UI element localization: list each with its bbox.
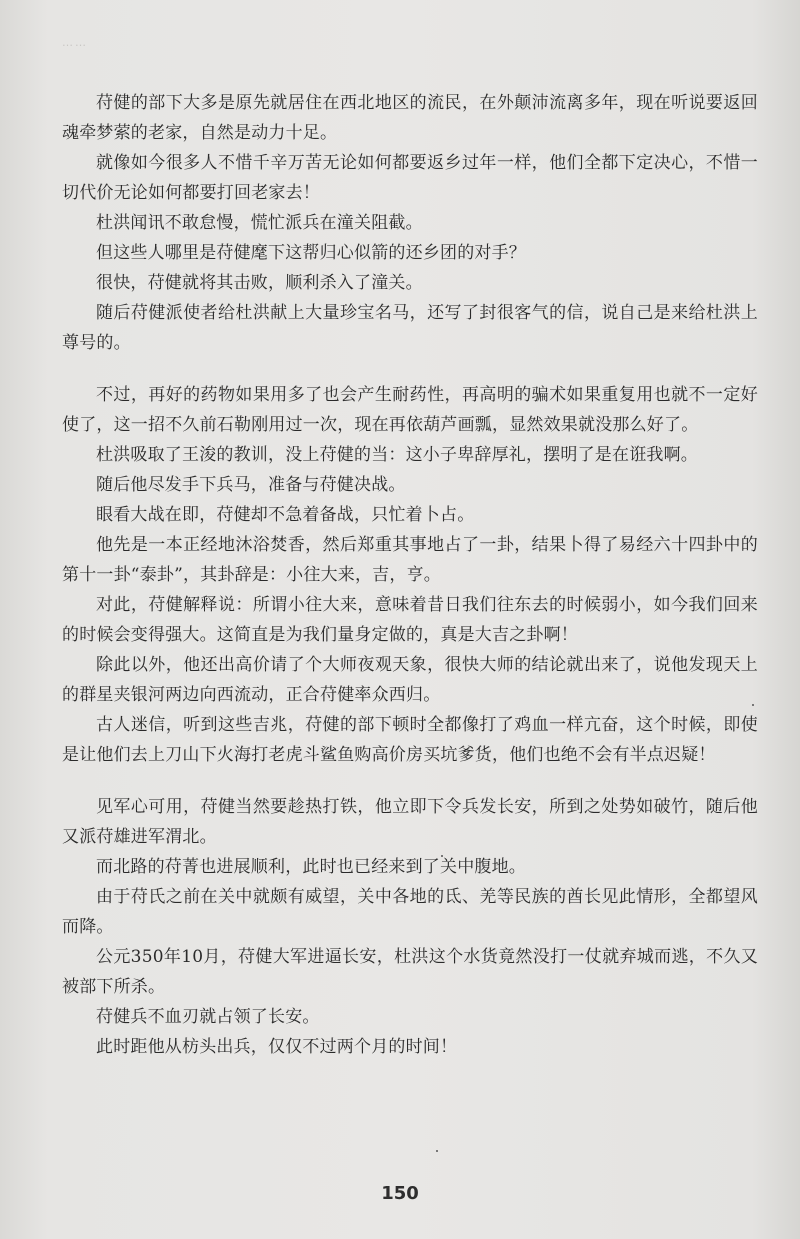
- paragraph: 见军心可用，苻健当然要趁热打铁，他立即下令兵发长安，所到之处势如破竹，随后他又派苻雄进军渭北。: [62, 797, 758, 847]
- paragraph: 他先是一本正经地沐浴焚香，然后郑重其事地占了一卦，结果卜得了易经六十四卦中的第十一卦“泰卦”，其卦辞是：小往大来，吉，亨。: [62, 535, 758, 585]
- paragraph: 苻健兵不血刃就占领了长安。: [96, 1007, 320, 1027]
- paragraph: 对此，苻健解释说：所谓小往大来，意味着昔日我们往东去的时候弱小，如今我们回来的时候会变得强大。这简直是为我们量身定做的，真是大吉之卦啊！: [62, 595, 758, 645]
- paragraph: 除此以外，他还出高价请了个大师夜观天象，很快大师的结论就出来了，说他发现天上的群星夹银河两边向西流动，正合苻健率众西归。: [62, 655, 758, 705]
- paragraph: 很快，苻健就将其击败，顺利杀入了潼关。: [96, 273, 423, 293]
- body-text: [62, 88, 758, 1062]
- paragraph: 此时距他从枋头出兵，仅仅不过两个月的时间！: [96, 1037, 458, 1057]
- bleed-through-header: ……: [62, 36, 88, 49]
- paragraph: 杜洪闻讯不敢怠慢，慌忙派兵在潼关阻截。: [96, 213, 423, 233]
- print-speck: [752, 704, 754, 706]
- paragraph: 就像如今很多人不惜千辛万苦无论如何都要返乡过年一样，他们全都下定决心，不惜一切代价无论如何都要打回老家去！: [62, 153, 758, 203]
- paragraph: 古人迷信，听到这些吉兆，苻健的部下顿时全都像打了鸡血一样亢奋，这个时候，即使是让他们去上刀山下火海打老虎斗鲨鱼购高价房买坑爹货，他们也绝不会有半点迟疑！: [62, 715, 758, 765]
- section-break: [62, 770, 758, 792]
- paragraph: 但这些人哪里是苻健麾下这帮归心似箭的还乡团的对手？: [96, 243, 526, 263]
- paragraph: 而北路的苻菁也进展顺利，此时也已经来到了关中腹地。: [96, 857, 526, 877]
- print-speck: [441, 855, 443, 857]
- section-break: [62, 358, 758, 380]
- print-speck: [436, 1150, 438, 1152]
- paragraph: 不过，再好的药物如果用多了也会产生耐药性，再高明的骗术如果重复用也就不一定好使了，这一招不久前石勒刚用过一次，现在再依葫芦画瓢，显然效果就没那么好了。: [62, 385, 758, 435]
- paragraph: 随后他尽发手下兵马，准备与苻健决战。: [96, 475, 406, 495]
- paragraph: 苻健的部下大多是原先就居住在西北地区的流民，在外颠沛流离多年，现在听说要返回魂牵梦萦的老家，自然是动力十足。: [62, 93, 758, 143]
- paragraph: 由于苻氏之前在关中就颇有威望，关中各地的氐、羌等民族的酋长见此情形，全都望风而降。: [62, 887, 758, 937]
- paragraph: 随后苻健派使者给杜洪献上大量珍宝名马，还写了封很客气的信，说自己是来给杜洪上尊号的。: [62, 303, 758, 353]
- paragraph: 杜洪吸取了王浚的教训，没上苻健的当：这小子卑辞厚礼，摆明了是在诳我啊。: [96, 445, 698, 465]
- paragraph: 眼看大战在即，苻健却不急着备战，只忙着卜占。: [96, 505, 475, 525]
- paragraph: 公元350年10月，苻健大军进逼长安，杜洪这个水货竟然没打一仗就弃城而逃，不久又被部下所杀。: [62, 947, 758, 997]
- page-number: 150: [381, 1183, 419, 1204]
